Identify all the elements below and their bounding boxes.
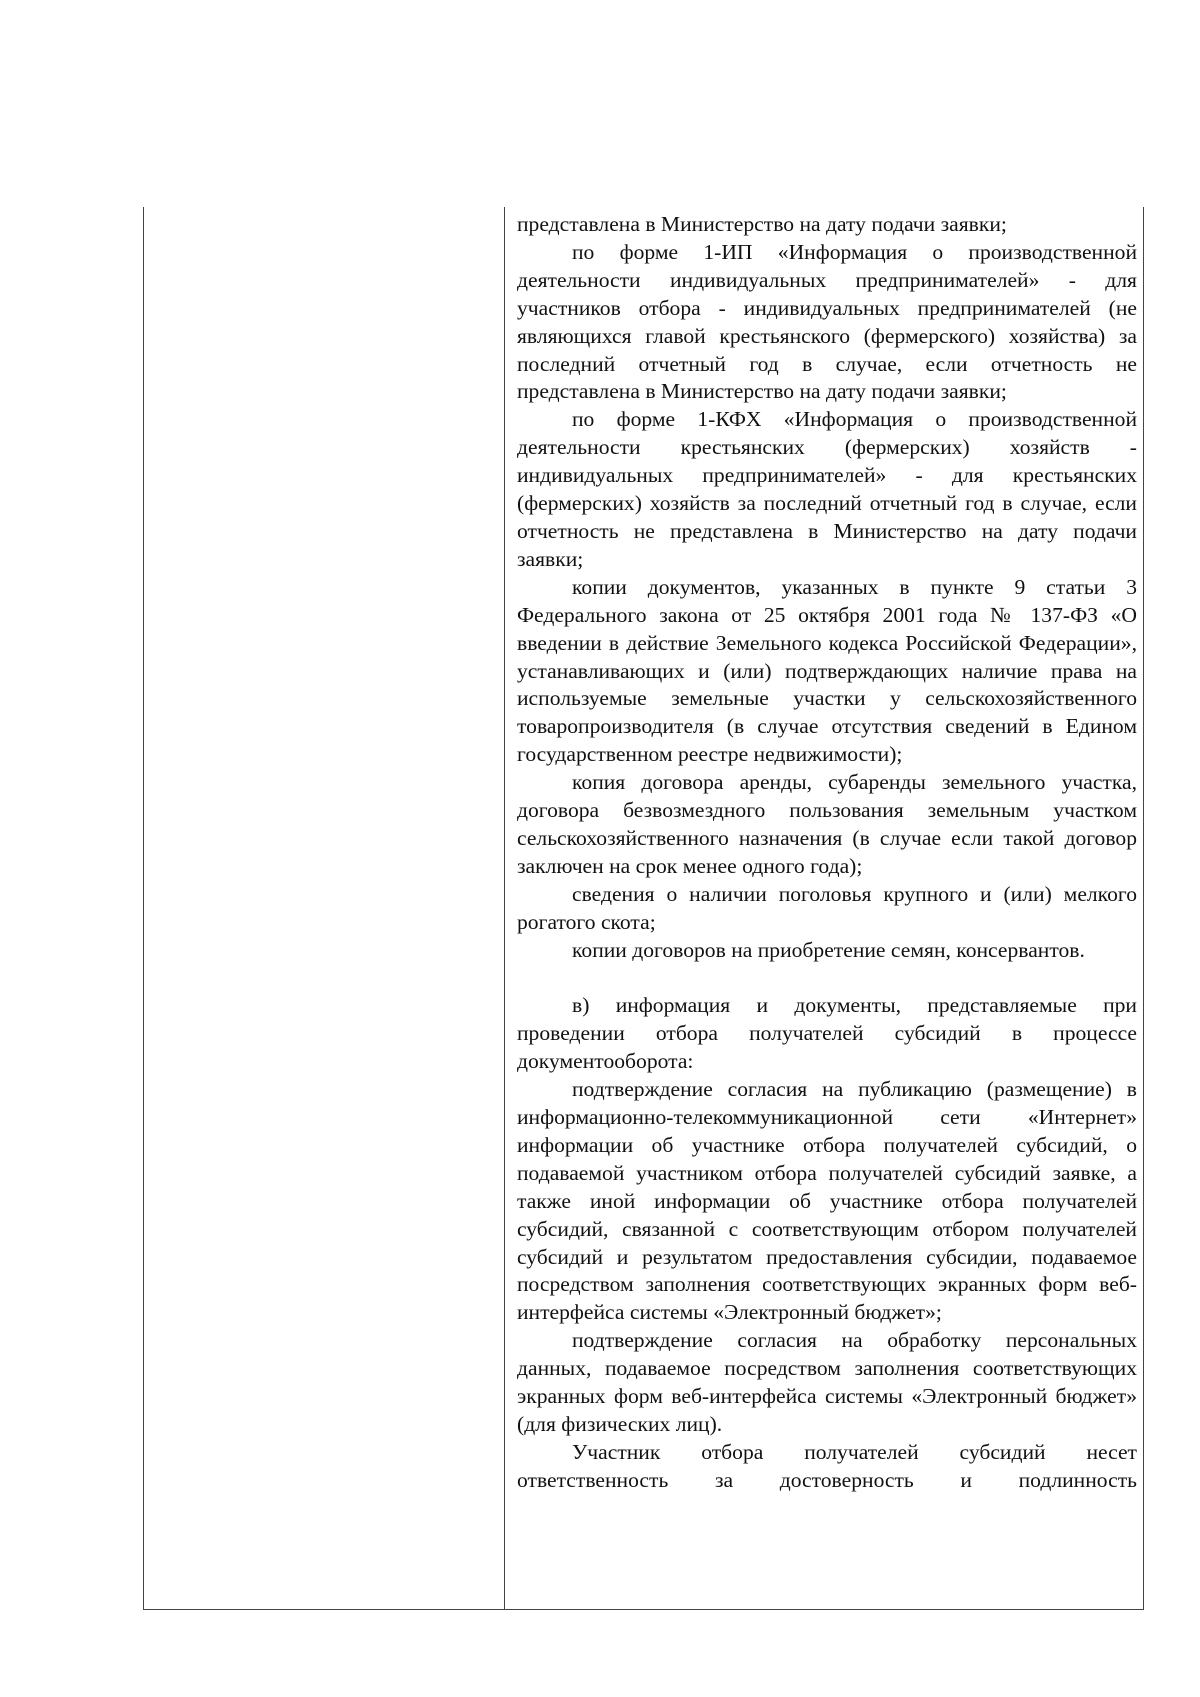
paragraph: по форме 1-КФХ «Информация о производственной деятельности крестьянских (фермерских) хозяйств - индивидуальных предпринимателей» - для крестьянских (фермерских) хозяйств за последний отчетный год в случае, если отчетность не представлена в Министерство на дату подачи заявки; xyxy=(517,407,1137,571)
paragraph: сведения о наличии поголовья крупного и (или) мелкого рогатого скота; xyxy=(517,881,1137,934)
paragraph: подтверждение согласия на публикацию (размещение) в информационно-телекоммуникационной сети «Интернет» информации об участнике отбора получателей субсидий, о подаваемой участником отбора получателей субсидий заявке, а также иной информации об участнике отбора получателей субсидий, связанной с соответствующим отбором получателей субсидий и результатом предоставления субсидии, подаваемое посредством заполнения соответствующих экранных форм веб-интерфейса системы «Электронный бюджет»; xyxy=(517,1077,1137,1325)
paragraph: копии документов, указанных в пункте 9 статьи 3 Федерального закона от 25 октября 2001 года № 137-ФЗ «О введении в действие Земельного кодекса Российской Федерации», устанавливающих и (или) подтверждающих наличие права на используемые земельные участки у сельскохозяйственного товаропроизводителя (в случае отсутствия сведений в Едином государственном реестре недвижимости); xyxy=(517,574,1137,767)
paragraph-continued: Участник отбора получателей субсидий несет ответственность за достоверность и подлинность xyxy=(517,1439,1137,1492)
paragraph-spacer xyxy=(517,964,1137,992)
paragraph: по форме 1-ИП «Информация о производственной деятельности индивидуальных предпринимателей» - для участников отбора - индивидуальных предпринимателей (не являющихся главой крестьянского (фермерского) хозяйства) за последний отчетный год в случае, если отчетность не представлена в Министерство на дату подачи заявки; xyxy=(517,239,1137,404)
table-cell-left-empty xyxy=(143,207,504,1610)
table-cell-right-text xyxy=(517,211,1137,1495)
paragraph: подтверждение согласия на обработку персональных данных, подаваемое посредством заполнения соответствующих экранных форм веб-интерфейса системы «Электронный бюджет» (для физических лиц). xyxy=(517,1328,1137,1436)
paragraph: копия договора аренды, субаренды земельного участка, договора безвозмездного пользования земельным участком сельскохозяйственного назначения (в случае если такой договор заключен на срок менее одного года); xyxy=(517,770,1137,878)
paragraph: в) информация и документы, представляемые при проведении отбора получателей субсидий в процессе документооборота: xyxy=(517,993,1137,1074)
table-border-middle xyxy=(504,207,505,1610)
table-border-right xyxy=(1143,207,1144,1610)
paragraph: копии договоров на приобретение семян, консервантов. xyxy=(572,937,1085,962)
document-table xyxy=(143,207,1143,1610)
paragraph: представлена в Министерство на дату подачи заявки; xyxy=(517,212,1007,236)
